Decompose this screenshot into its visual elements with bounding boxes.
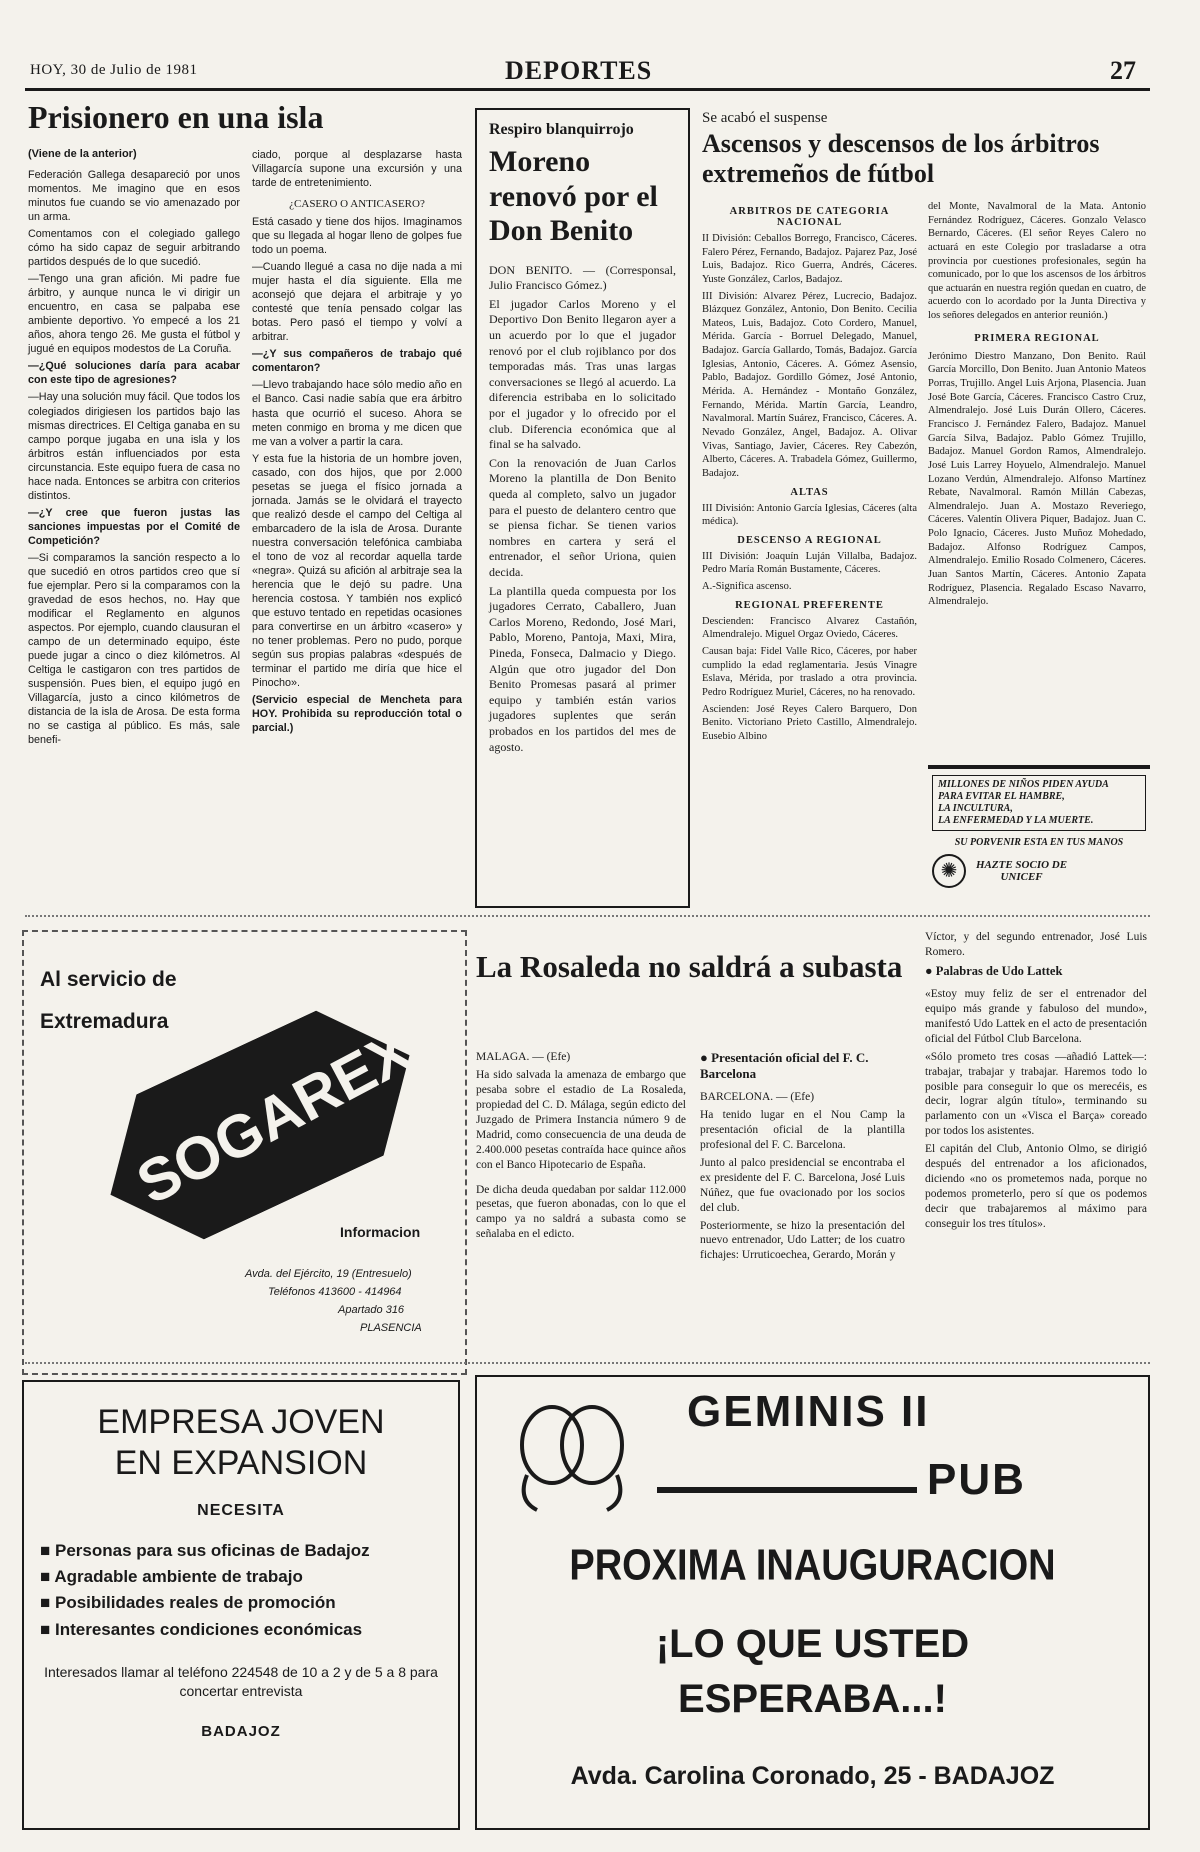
ad-line: Al servicio de: [40, 968, 177, 991]
prisionero-col2: [252, 148, 462, 738]
subhead: ¿CASERO O ANTICASERO?: [289, 198, 425, 211]
paragraph: Descienden: Francisco Alvarez Castañón, Almendralejo. Miguel Orgaz Oviedo, Cáceres.: [702, 615, 917, 641]
section-head: REGIONAL PREFERENTE: [735, 599, 884, 611]
paragraph: III División: Antonio García Iglesias, Cáceres (alta médica).: [702, 502, 917, 528]
continued-note: (Viene de la anterior): [28, 148, 137, 160]
list-item: ■ Personas para sus oficinas de Badajoz: [40, 1538, 444, 1564]
ad-title: EMPRESA JOVEN: [97, 1403, 385, 1441]
paragraph: —Hay una solución muy fácil. Que todos los colegiados dirigiesen los partidos bajo las mismas directrices. El Celtiga ganaba en su campo porque jugaba en una isla y los árbitros están influenciados por esta circunstancia. Este equipo fuera de casa no hace nada. Entonces se arbitra con criterios distintos.: [28, 391, 240, 502]
unicef-cta: [932, 854, 1146, 888]
paragraph: El jugador Carlos Moreno y el Deportivo Don Benito llegaron ayer a un acuerdo por lo que el jugador renovó por el club rojiblanco por dos temporadas más. Tras unas largas conversaciones se llegó al acuerdo. La diferencia estribaba en lo solicitado por el jugador y lo ofrecido por el club. Diferencia económica que al final se ha salvado.: [489, 296, 676, 452]
paragraph: A.-Significa ascenso.: [702, 581, 792, 593]
ad-line: MILLONES DE NIÑOS PIDEN AYUDA: [938, 779, 1109, 790]
byline: DON BENITO. — (Corresponsal, Julio Francisco Gómez.): [489, 262, 676, 293]
divider: [25, 915, 1150, 917]
paragraph: El capitán del Club, Antonio Olmo, se dirigió después del entrenador a los aficionados, diciendo «no os prometemos nada, porque no podemos prometerlo, pero sí que os podemos decir que trabajaremos al máximo para conseguir los tres títulos».: [925, 1143, 1147, 1230]
subhead-text: Palabras de Udo Lattek: [935, 963, 1063, 978]
paragraph: Y esta fue la historia de un hombre joven, casado, con dos hijos, que por 2.000 pesetas se juega el físico jornada a jornada. Jamás se le olvidará el trayecto que realizó desde el campo del Celtiga al embarcadero de la isla de Arosa. Durante nuestra conversación telefónica cambiaba el tono de voz al recordar aquella tarde «negra». Quizá su afición al arbitraje sea la herencia que le dejó su padre. Una herencia costosa. Y también nos explicó que estuvo tentado en repetidas ocasiones para convertirse en un árbitro «casero» y no tener problemas. Pero no pudo, porque según sus propias palabras «después de terminar el partido me diría que hice el Pinocho».: [252, 452, 462, 690]
section-head: ARBITROS DE CATEGORIA NACIONAL: [729, 206, 890, 228]
paragraph: Posteriormente, se hizo la presentación del nuevo entrenador, Udo Latter; de los cuatro fichajes: Urruticoechea, Gerardo, Morán y: [700, 1219, 905, 1262]
headline: Ascensos y descensos de los árbitros extremeños de fútbol: [702, 129, 1100, 188]
ad-tagline: SU PORVENIR ESTA EN TUS MANOS: [954, 837, 1124, 848]
paragraph: —Cuando llegué a casa no dije nada a mi mujer hasta el día siguiente. Ella me aconsejó que dejara el arbitraje y yo contesté que tenía pensado colgar las botas. Pero pasó el tiempo y volví a arbitrar.: [252, 261, 462, 344]
ad-line: LA ENFERMEDAD Y LA MUERTE.: [938, 815, 1094, 826]
paragraph: Ha sido salvada la amenaza de embargo que pesaba sobre el estadio de La Rosaleda, propiedad del C. D. Málaga, según edicto del Juzgado de Primera Instancia número 9 de Madrid, como consecuencia de una deuda de 2.400.000 pesetas contraída hace quince años con el Banco Hipotecario de España.: [476, 1068, 686, 1171]
rosaleda-body: [476, 1050, 686, 1245]
unicef-message: [932, 775, 1146, 831]
paragraph: «Sólo prometo tres cosas —añadió Lattek—: trabajar, trabajar y trabajar. Haremos todo lo posible para conseguir lo que os merecéis, es decir, lograr algún título», terminando su parlamento con un «Visca el Barça» coreado por todos los asistentes.: [925, 1050, 1147, 1138]
section-head: DESCENSO A REGIONAL: [737, 534, 882, 546]
paragraph: Víctor, y del segundo entrenador, José Luis Romero.: [925, 931, 1147, 958]
brand-logo: SOGAREX: [126, 1017, 423, 1218]
headline: Moreno renovó por el Don Benito: [489, 145, 658, 248]
list-item: ■ Interesantes condiciones económicas: [40, 1617, 444, 1643]
paragraph: Jerónimo Diestro Manzano, Don Benito. Raúl García Morcillo, Don Benito. Juan Antonio Mateos Porras, Trujillo. Angel Luis Arjona, Plasencia. Juan José Bote García, Cáceres. Francisco Castro Cruz, Almendralejo. José Luis Durán Ollero, Cáceres. Francisco J. Fernández Falero, Badajoz. Manuel García Silva, Badajoz. Pablo Gómez Trujillo, Badajoz. Manuel Gordon Ramos, Almendralejo. José Luis Larrey Hoyuelo, Almendralejo. Manuel Lozano Verdún, Almendralejo. Alfonso Martínez Rebate, Navalmoral. Ramón Millán Cabezas, Almendralejo. Juan A. Mostazo Reveriego, Cáceres. Valentín Olivera Piquer, Badajoz. Juan C. Polo Ignacio, Cáceres. Justo Muñoz Mohedado, Badajoz. Alfonso Rodríguez Campos, Almendralejo. Emilio Rosado Colmenero, Cáceres. Juan Santos Martín, Cáceres. Antonio Zapata Rodríguez, Plasencia. Regalado Escaso Navarro, Almendralejo.: [928, 350, 1146, 608]
twins-logo: [497, 1395, 647, 1515]
ad-brand-sub: PUB: [927, 1455, 1026, 1504]
header-rule: [25, 88, 1150, 91]
ad-city: PLASENCIA: [360, 1322, 422, 1334]
question: —¿Y sus compañeros de trabajo qué comentaron?: [252, 348, 462, 375]
subhead: ● Palabras de Udo Lattek: [925, 963, 1063, 978]
section-head: PRIMERA REGIONAL: [974, 332, 1100, 344]
article-barcelona: [700, 1050, 905, 1266]
paragraph: Causan baja: Fidel Valle Rico, Cáceres, por haber cumplido la edad reglamentaria. Jesús Vinagre Eslava, Mérida, por traslado a otra provincia. Pedro Rodríguez Muriel, Cáceres, no ha renovado.: [702, 646, 917, 698]
ad-title: EN EXPANSION: [114, 1443, 368, 1482]
ad-line: PROXIMA INAUGURACION: [569, 1541, 1056, 1591]
paragraph: III División: Joaquín Luján Villalba, Badajoz. Pedro María Román Bustamente, Cáceres.: [702, 550, 917, 576]
ad-label: Informacion: [340, 1224, 421, 1240]
ad-line: ¡LO QUE USTED: [655, 1622, 970, 1666]
ad-address: Avda. del Ejército, 19 (Entresuelo): [245, 1268, 412, 1280]
list-item: ■ Posibilidades reales de promoción: [40, 1590, 444, 1616]
paragraph: del Monte, Navalmoral de la Mata. Antonio Fernández Rodríguez, Cáceres. Gonzalo Velasco Bernardo, Cáceres. (El señor Reyes Calero no actuará en este Colegio por trasladarse a otra provincia por cuestiones profesionales, según ha comunicado, por lo que los ascensos de los árbitros que actuarán en nuestra región quedan en cuatro, de acuerdo con lo acordado por la Junta Directiva y los señores delegados en anterior reunión.): [928, 201, 1146, 322]
article-moreno: [475, 108, 690, 908]
paragraph: III División: Alvarez Pérez, Lucrecio, Badajoz. Blázquez González, Antonio, Don Benito. Cecilia Mateos, Luis, Badajoz. Coto Cordero, Manuel, Mérida. García - Borruel Delegado, Manuel, Badajoz. García Gallardo, Tomás, Badajoz. García Iglesias, Antonio, Cáceres. A. Gómez Asensio, Pablo, Badajoz. Gordillo Gómez, José Antonio, Mérida. A. Hernández - Montaño González, Fernando, Mérida. Martín García, Leandro, Navalmoral. Martín Suárez, Francisco, Cáceres. A. Nevado González, Angel, Badajoz. A. Olivar Vivas, Santiago, Javier, Cáceres. Rey Cabezón, Alberto, Cáceres. A. Trabadela Gómez, Guillermo, Badajoz.: [702, 290, 917, 479]
paragraph: «Estoy muy feliz de ser el entrenador del equipo más grande y fabuloso del mundo», manifestó Udo Lattek en el acto de presentación oficial del Fútbol Club Barcelona.: [925, 987, 1147, 1045]
ad-address: Avda. Carolina Coronado, 25 - BADAJOZ: [570, 1762, 1055, 1790]
ad-line: LA INCULTURA,: [938, 803, 1013, 814]
paragraph: —Si comparamos la sanción respecto a lo que sucedió en otros partidos creo que sí fue ejemplar. Pero si la comparamos con la gravedad de esos hechos, no. Hay que modificar el Reglamento en algunos aspectos. Por ejemplo, cuando clausuran el campo de un determinado equipo, éste puede jugar a cinco o diez kilómetros. Al Celtiga le castigaron con tres partidos de suspensión. Pues bien, el equipo jugó en Villagarcía, justo a cinco kilómetros de distancia de la isla de Arosa. De esta forma no se castiga al público. Es más, sale benefi-: [28, 551, 240, 747]
kicker: Respiro blanquirrojo: [489, 121, 634, 138]
section-head: ALTAS: [790, 486, 829, 498]
paragraph: Está casado y tiene dos hijos. Imaginamos que su llegada al hogar lleno de golpes fue todo un poema.: [252, 216, 462, 257]
kicker: Se acabó el suspense: [702, 110, 828, 126]
page-number: 27: [1110, 56, 1136, 85]
ad-list: [38, 1538, 444, 1643]
ad-line: PARA EVITAR EL HAMBRE,: [938, 791, 1065, 802]
headline: Prisionero en una isla: [28, 99, 324, 135]
prisionero-col1: [28, 148, 240, 750]
globe-icon: ✺: [932, 854, 966, 888]
paragraph: Ha tenido lugar en el Nou Camp la presentación oficial de la plantilla profesional del F. C. Barcelona.: [700, 1108, 905, 1151]
empresa-ad[interactable]: [22, 1380, 460, 1830]
paragraph: Federación Gallega desapareció por unos momentos. Me imagino que en esos minutos fue cuando se vio amenazado por un arma.: [28, 169, 240, 224]
paragraph: ciado, porque al desplazarse hasta Villagarcía supone una excursión y una tarde de entretenimiento.: [252, 149, 462, 190]
paragraph: Con la renovación de Juan Carlos Moreno la plantilla de Don Benito queda al completo, salvo un jugador para el puesto de delantero centro que se piensa fichar. Se tienen varios nombres en cartera y será el entrenador, el señor Uriona, quien decida.: [489, 455, 676, 579]
paragraph: La plantilla queda compuesta por los jugadores Cerrato, Caballero, Juan Carlos Moreno, Redondo, José Mari, Pablo, Moreno, Pantoja, Maxi, Mira, Pineda, Fonseca, Dalmacio y Diego. Algún que otro jugador del Don Benito Promesas pasará al primer equipo y también están varios jugadores suplentes que serán probados en los partidos del mes de agosto.: [489, 583, 676, 754]
barcelona-col2: [925, 930, 1147, 1235]
paragraph: Junto al palco presidencial se encontraba el ex presidente del F. C. Barcelona, José Luis Núñez, que fue ovacionado por los socios del club.: [700, 1156, 905, 1214]
ad-rule: [657, 1487, 917, 1493]
paragraph: —Tengo una gran afición. Mi padre fue árbitro, y aunque nunca le vi dirigir un encuentro, en casa se palpaba ese ambiente deportivo. Yo empecé a los 21 años, ahora tengo 26. Me gusta el fútbol y jugué en equipos modestos de La Coruña.: [28, 273, 240, 356]
byline: MALAGA. — (Efe): [476, 1051, 571, 1063]
unicef-ad[interactable]: [928, 765, 1150, 900]
arbitros-col1: [702, 200, 917, 747]
headline: La Rosaleda no saldrá a subasta: [476, 949, 903, 984]
paragraph: II División: Ceballos Borrego, Francisco, Cáceres. Falero Pérez, Fernando, Badajoz. Pajarez Paz, José Luis, Badajoz. Rico Guerra, Andrés, Cáceres. Yuste González, Carlos, Badajoz.: [702, 233, 917, 285]
paragraph: De dicha deuda quedaban por saldar 112.000 pesetas, que fueron abonadas, con lo que el campo ya no saldrá a subasta como se señalaba en el edicto.: [476, 1183, 686, 1241]
paragraph: Ascienden: José Reyes Calero Barquero, Don Benito. Victoriano Prieto Castillo, Almendralejo. Eusebio Albino: [702, 703, 917, 742]
question: —¿Qué soluciones daría para acabar con este tipo de agresiones?: [28, 360, 240, 387]
ad-brand: GEMINIS II: [687, 1387, 930, 1436]
ad-subtitle: NECESITA: [197, 1501, 285, 1519]
page-date: HOY, 30 de Julio de 1981: [30, 62, 198, 78]
ad-pobox: Apartado 316: [338, 1304, 405, 1316]
section-title: DEPORTES: [505, 56, 653, 85]
article-rosaleda: [476, 945, 906, 988]
credit: (Servicio especial de Mencheta para HOY. Prohibida su reproducción total o parcial.): [252, 694, 462, 735]
ad-city: BADAJOZ: [201, 1722, 281, 1740]
subhead: ● Presentación oficial del F. C. Barcelona: [700, 1050, 869, 1081]
arbitros-col2: [928, 200, 1146, 612]
byline: BARCELONA. — (Efe): [700, 1091, 815, 1103]
twins-icon: [497, 1395, 647, 1515]
question: —¿Y cree que fueron justas las sanciones impuestas por el Comité de Competición?: [28, 506, 240, 547]
list-item: ■ Agradable ambiente de trabajo: [40, 1564, 444, 1590]
divider: [25, 1362, 1150, 1364]
article-prisionero: [28, 100, 473, 149]
ad-line: Extremadura: [40, 1010, 169, 1033]
article-arbitros: [702, 110, 1152, 189]
cta-line: HAZTE SOCIO DE: [976, 859, 1068, 871]
ad-phone: Teléfonos 413600 - 414964: [268, 1286, 402, 1298]
ad-contact: Interesados llamar al teléfono 224548 de 10 a 2 y de 5 a 8 para concertar entrevista: [44, 1663, 438, 1699]
subhead-text: Presentación oficial del F. C. Barcelona: [700, 1050, 869, 1081]
cta-line: UNICEF: [1000, 871, 1043, 883]
ad-line: ESPERABA...!: [678, 1677, 947, 1721]
geminis-ad[interactable]: [475, 1375, 1150, 1830]
paragraph: —Llevo trabajando hace sólo medio año en el Banco. Casi nadie sabía que era árbitro hasta que ocurrió el suceso. Ahora se meten conmigo en broma y me dicen que me van a volver a partir la cara.: [252, 379, 462, 448]
paragraph: Comentamos con el colegiado gallego cómo ha sido capaz de seguir arbitrando partidos después de lo que sucedió.: [28, 228, 240, 269]
